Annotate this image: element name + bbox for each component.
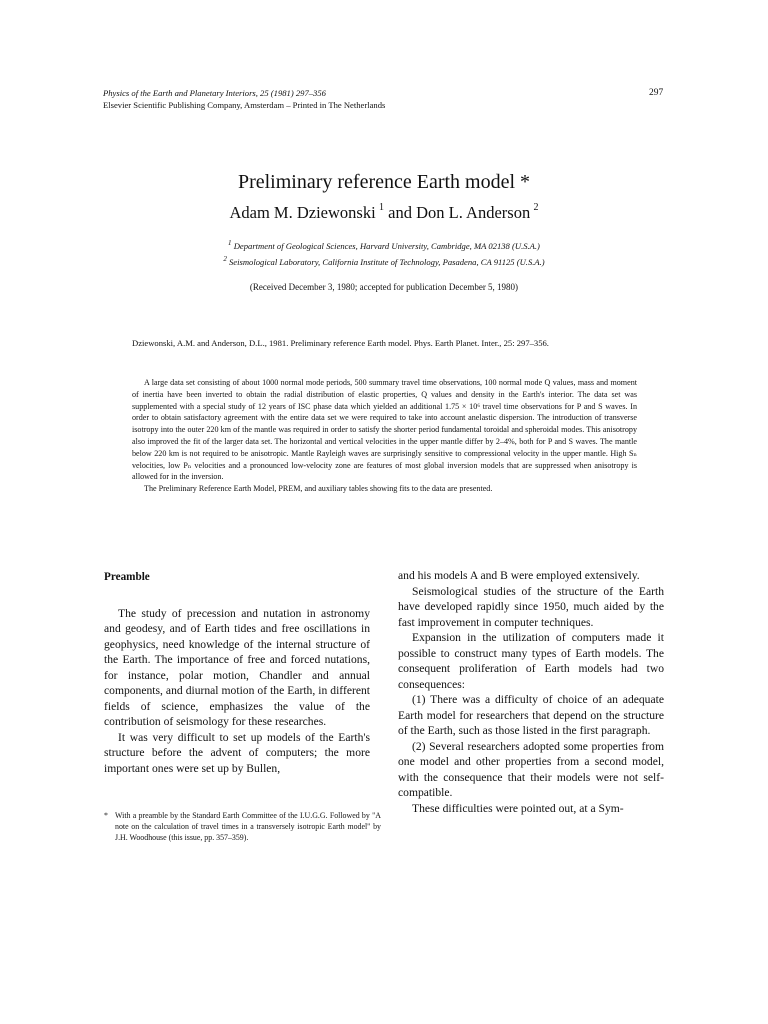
affiliation-1 (0, 237, 768, 253)
left-column (104, 568, 370, 776)
affiliations (0, 237, 768, 269)
body-paragraph: Expansion in the utilization of computers made it possible to construct many types of Earth models. The consequent proliferation of Earth models had two consequences: (398, 631, 664, 691)
paper-title: Preliminary reference Earth model * (237, 171, 531, 193)
right-column (398, 568, 664, 816)
page-number: 297 (649, 88, 664, 98)
affiliation-2-mark: 2 (223, 254, 227, 263)
abstract-paragraph-1: A large data set consisting of about 1000 normal mode periods, 500 summary travel time observations, 100 normal mode Q values, mass and moment of inertia have been inverted to obtain the radial distribution of elastic properties, Q values and density in the Earth's interior. The data set was supplemented with a special study of 12 years of ISC phase data which yielded an additional 1.75 × 10⁶ travel time observations for P and S waves. In order to obtain satisfactory agreement with the entire data set we were required to take into account anelastic dispersion. The introduction of transverse isotropy into the outer 220 km of the mantle was required in order to satisfy the shorter period fundamental toroidal and spheroidal modes. This anisotropy also improved the fit of the larger data set. The horizontal and vertical velocities in the upper mantle differ by 2–4%, both for P and S waves. The mantle below 220 km is not required to be anisotropic. Mantle Rayleigh waves are surprisingly sensitive to compressional velocity in the upper mantle. High Sₙ velocities, low Pₙ velocities and a pronounced low-velocity zone are features of most global inversion models that are suppressed when anisotropy is allowed for in the inversion. (132, 378, 637, 482)
affiliation-2 (0, 253, 768, 269)
body-paragraph: Seismological studies of the structure of the Earth have developed rapidly since 1950, much aided by the fast improvement in computer techniques. (398, 584, 664, 629)
author-line (0, 203, 768, 223)
journal-info (103, 87, 385, 111)
abstract (132, 377, 637, 495)
author-1: Adam M. Dziewonski (229, 203, 376, 222)
author-2-mark: 2 (533, 201, 539, 213)
publisher-line: Elsevier Scientific Publishing Company, Amsterdam – Printed in The Netherlands (103, 100, 386, 110)
section-heading: Preamble (104, 571, 150, 583)
citation: Dziewonski, A.M. and Anderson, D.L., 1981. Preliminary reference Earth model. Phys. Earth Planet. Inter., 25: 297–356. (132, 338, 549, 348)
journal-line: Physics of the Earth and Planetary Interiors, 25 (1981) 297–356 (103, 88, 326, 98)
body-paragraph: It was very difficult to set up models of the Earth's structure before the advent of computers; the more important ones were set up by Bullen, (104, 730, 370, 775)
body-paragraph: (2) Several researchers adopted some properties from one model and other properties from a second model, with the consequence that their models were not self-compatible. (398, 739, 664, 799)
footnote-text: With a preamble by the Standard Earth Committee of the I.U.G.G. Followed by "A note on the calculation of travel times in a transversely isotropic Earth model" by J.H. Woodhouse (this issue, pp. 357–359). (115, 811, 381, 842)
affiliation-1-text: Department of Geological Sciences, Harvard University, Cambridge, MA 02138 (U.S.A.) (233, 240, 540, 251)
body-paragraph: and his models A and B were employed extensively. (398, 569, 640, 582)
affiliation-2-text: Seismological Laboratory, California Institute of Technology, Pasadena, CA 91125 (U.S.A.) (229, 256, 545, 267)
received-dates: (Received December 3, 1980; accepted for publication December 5, 1980) (249, 282, 519, 292)
author-2: and Don L. Anderson (384, 203, 531, 222)
footnote (104, 810, 381, 843)
footnote-mark: * (104, 811, 108, 820)
abstract-paragraph-2: The Preliminary Reference Earth Model, PREM, and auxiliary tables showing fits to the data are presented. (144, 484, 493, 494)
body-paragraph: The study of precession and nutation in astronomy and geodesy, and of Earth tides and free oscillations in geophysics, need knowledge of the internal structure of the Earth. The importance of free and forced nutations, for instance, polar motion, Chandler and annual components, and diurnal motion of the Earth, in different fields of science, emphasizes the value of the contribution of seismology for these researches. (104, 606, 370, 728)
body-paragraph: (1) There was a difficulty of choice of an adequate Earth model for researchers that depend on the structure of the Earth, such as those listed in the first paragraph. (398, 693, 664, 737)
body-paragraph: These difficulties were pointed out, at a Sym- (412, 801, 624, 815)
affiliation-1-mark: 1 (228, 239, 232, 247)
author-1-mark: 1 (379, 201, 384, 213)
